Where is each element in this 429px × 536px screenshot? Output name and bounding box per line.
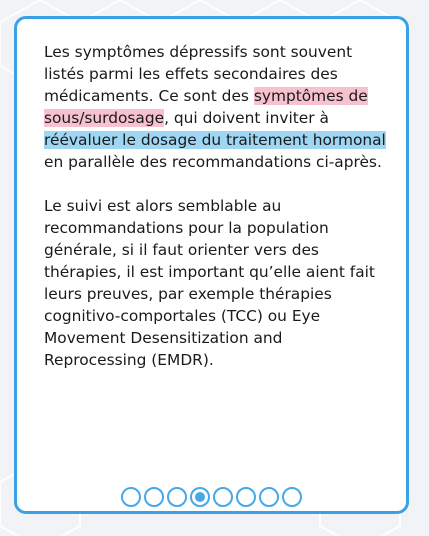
highlight-blue: réévaluer le dosage du traitement hormonal	[44, 131, 386, 149]
pager-dot-5[interactable]	[213, 487, 233, 507]
paragraph-1-after: en parallèle des recommandations ci-après.	[44, 153, 382, 171]
pager-dot-2[interactable]	[144, 487, 164, 507]
content-card	[14, 16, 409, 514]
pagination-dots	[17, 487, 406, 511]
pager-dot-1[interactable]	[121, 487, 141, 507]
paragraph-1-before: Les symptômes dépressifs sont souvent listés parmi les effets secondaires des médicaments. Ce sont des	[44, 43, 353, 105]
paragraph-1-middle: , qui doivent inviter à	[164, 109, 329, 127]
card-text	[44, 41, 389, 393]
pager-dot-6[interactable]	[236, 487, 256, 507]
paragraph-2: Le suivi est alors semblable au recommandations pour la population générale, si il faut orienter vers des thérapies, il est important qu’elle aient fait leurs preuves, par exemple thérapies cognitivo-comportales (TCC) ou Eye Movement Desensitization and Reprocessing (EMDR).	[44, 197, 375, 369]
pager-dot-8[interactable]	[282, 487, 302, 507]
pager-dot-3[interactable]	[167, 487, 187, 507]
pager-dot-7[interactable]	[259, 487, 279, 507]
highlight-pink: symptômes de sous/surdosage	[44, 87, 368, 127]
pager-dot-4[interactable]	[190, 487, 210, 507]
paragraph-1	[44, 41, 389, 173]
